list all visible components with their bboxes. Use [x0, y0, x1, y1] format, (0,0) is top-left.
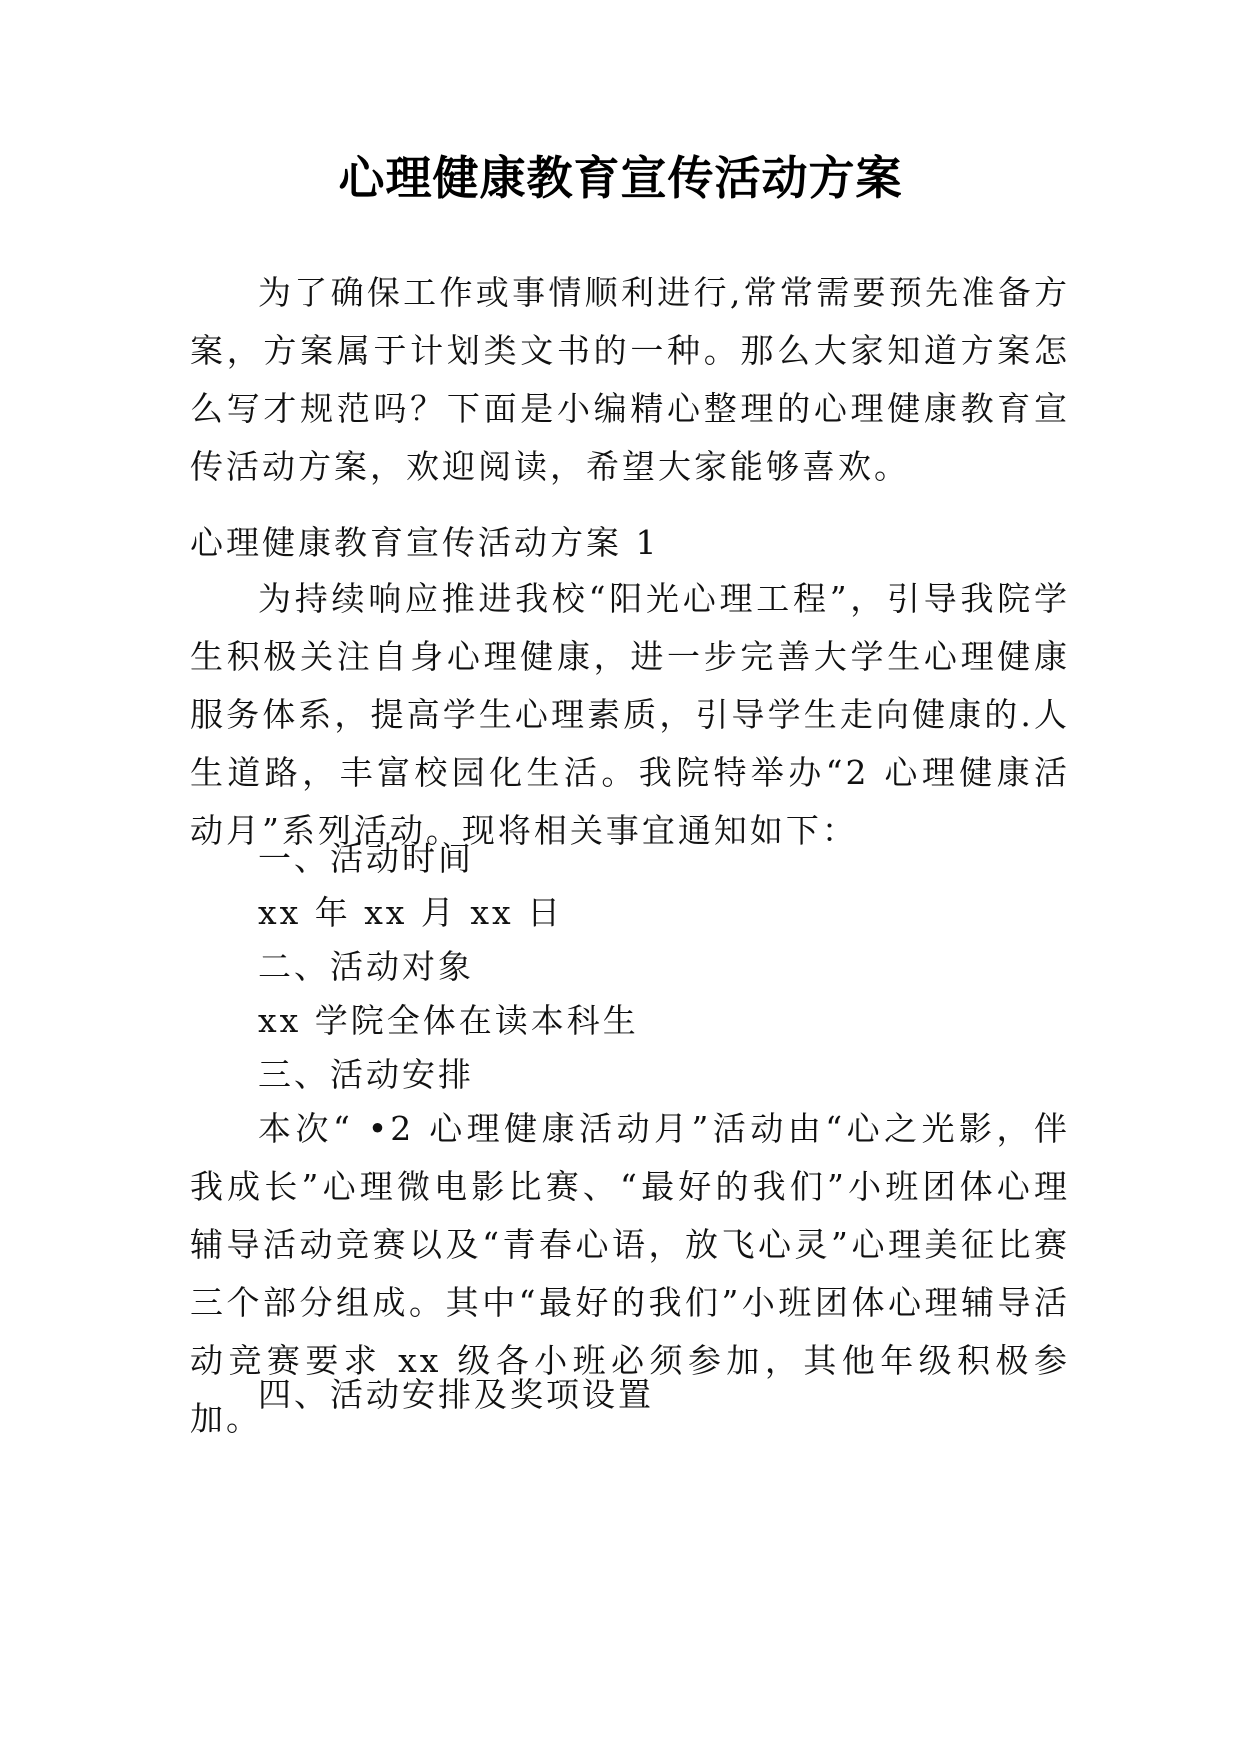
- item4-heading: 四、活动安排及奖项设置: [258, 1375, 654, 1414]
- document-title: 心理健康教育宣传活动方案: [338, 151, 903, 205]
- item3-heading: 三、活动安排: [258, 1055, 474, 1094]
- item2-text: xx 学院全体在读本科生: [258, 1001, 639, 1040]
- item1-heading: 一、活动时间: [258, 839, 474, 878]
- section-heading: 心理健康教育宣传活动方案 1: [190, 523, 660, 562]
- section-paragraph: 为持续响应推进我校“阳光心理工程”，引导我院学生积极关注自身心理健康，进一步完善大学生心理健康服务体系，提高学生心理素质，引导学生走向健康的.人生道路，丰富校园化生活。我院特举办“2 心理健康活动月”系列活动。现将相关事宜通知如下：: [190, 579, 1070, 850]
- item2-heading: 二、活动对象: [258, 947, 474, 986]
- item3-paragraph: 本次“ •2 心理健康活动月”活动由“心之光影，伴我成长”心理微电影比赛、“最好的我们”小班团体心理辅导活动竞赛以及“青春心语，放飞心灵”心理美征比赛三个部分组成。其中“最好的我们”小班团体心理辅导活动竞赛要求 xx 级各小班必须参加，其他年级积极参加。: [190, 1109, 1070, 1438]
- intro-paragraph: 为了确保工作或事情顺利进行,常常需要预先准备方案，方案属于计划类文书的一种。那么大家知道方案怎么写才规范吗？下面是小编精心整理的心理健康教育宣传活动方案，欢迎阅读，希望大家能够喜欢。: [190, 273, 1070, 486]
- item1-text: xx 年 xx 月 xx 日: [258, 893, 564, 932]
